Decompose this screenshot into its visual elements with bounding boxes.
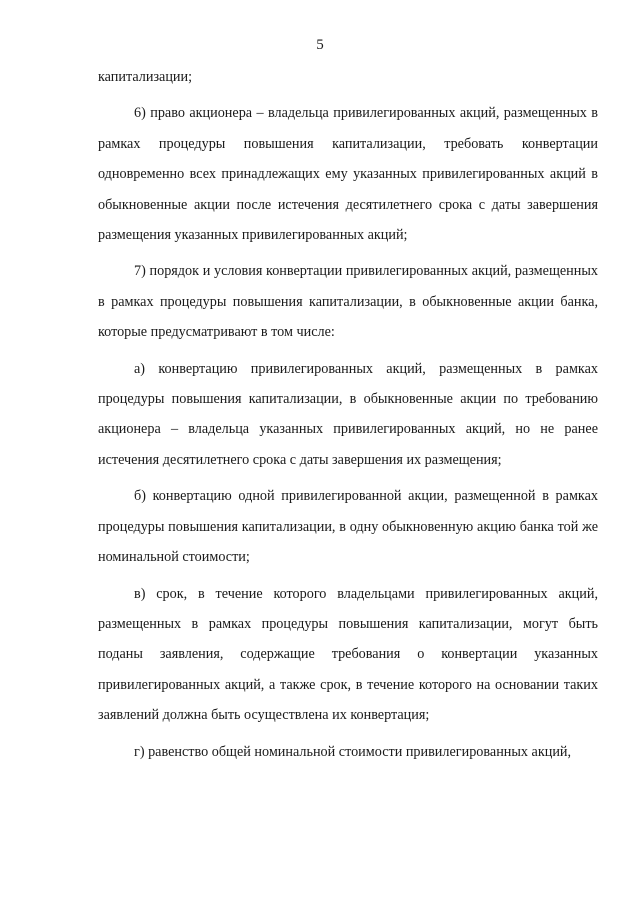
- paragraph-subitem-g: г) равенство общей номинальной стоимости привилегированных акций,: [134, 743, 572, 760]
- paragraph-item-7: 7) порядок и условия конвертации привилегированных акций, размещенных в рамках процедуры повышения капитализации, в обыкновенные акции банка, которые предусматривают в том числе:: [98, 263, 598, 341]
- paragraph-subitem-a: а) конвертацию привилегированных акций, размещенных в рамках процедуры повышения капитализации, в обыкновенные акции по требованию акционера – владельца указанных привилегированных акций, но не ранее истечения десятилетнего срока с даты завершения их размещения;: [98, 360, 598, 468]
- paragraph-subitem-b: б) конвертацию одной привилегированной акции, размещенной в рамках процедуры повышения капитализации, в одну обыкновенную акцию банка той же номинальной стоимости;: [98, 488, 598, 566]
- paragraph-item-6: 6) право акционера – владельца привилегированных акций, размещенных в рамках процедуры повышения капитализации, требовать конвертации одновременно всех принадлежащих ему указанных привилегированных акций в обыкновенные акции после истечения десятилетнего срока с даты завершения размещения указанных привилегированных акций;: [98, 105, 598, 244]
- paragraph-continuation: капитализации;: [98, 69, 193, 85]
- document-body: [98, 62, 598, 767]
- paragraph-subitem-v: в) срок, в течение которого владельцами привилегированных акций, размещенных в рамках процедуры повышения капитализации, могут быть поданы заявления, содержащие требования о конвертации указанных привилегированных акций, а также срок, в течение которого на основании таких заявлений должна быть осуществлена их конвертация;: [98, 585, 598, 724]
- page-number: 5: [316, 37, 324, 53]
